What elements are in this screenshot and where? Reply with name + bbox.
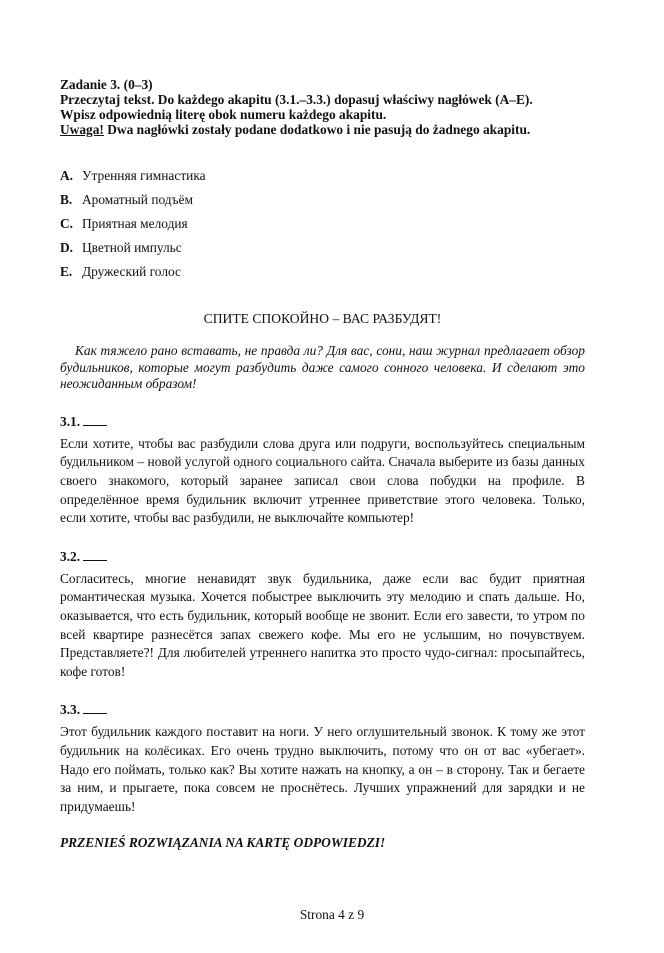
heading-option (60, 192, 585, 216)
option-text: Ароматный подъём (82, 192, 193, 207)
task-label: Zadanie 3. (0–3) (60, 77, 153, 92)
option-letter: B. (60, 192, 73, 207)
option-letter: D. (60, 240, 74, 255)
article-title: СПИТЕ СПОКОЙНО – ВАС РАЗБУДЯТ! (203, 311, 442, 326)
answer-blank[interactable] (83, 413, 107, 426)
paragraph-number-text: 3.2. (60, 548, 81, 564)
headings-list (60, 168, 585, 288)
heading-option (60, 168, 585, 192)
option-text: Приятная мелодия (82, 216, 188, 231)
paragraph-3-1 (60, 413, 585, 528)
option-letter: E. (60, 264, 73, 279)
paragraph-text: Этот будильник каждого поставит на ноги. У него оглушительный звонок. К тому же этот будильник на колёсиках. Его очень трудно выключить, потому что он от вас «убегает». Надо его поймать, только как? Вы хотите нажать на кнопку, а он – в сторону. Так и бегаете за ним, и прыгаете, пока совсем не проснётесь. Лучших упражнений для зарядки и не придумаешь! (60, 724, 585, 814)
paragraph-number (60, 413, 585, 435)
page-number: Strona 4 z 9 (299, 907, 365, 922)
answer-blank[interactable] (83, 701, 107, 714)
heading-option (60, 240, 585, 264)
paragraph-3-2 (60, 548, 585, 682)
paragraph-text: Если хотите, чтобы вас разбудили слова друга или подруги, воспользуйтесь специальным будильником – новой услугой одного социального сайта. Сначала выберите из базы данных своего знакомого, который заранее записал свои слова побудки на профиле. В определённое время будильник включит утреннее приветствие этого человека. Только, если хотите, чтобы вас разбудили, не выключайте компьютер! (60, 435, 585, 526)
article-intro: Как тяжело рано вставать, не правда ли? Для вас, сони, наш журнал предлагает обзор будильников, которые могут разбудить даже самого сонного человека. И сделают это неожиданным образом! (60, 343, 585, 392)
task-warning (60, 122, 585, 137)
exam-page (60, 77, 585, 852)
paragraph-number (60, 548, 585, 570)
task-instruction-2: Wpisz odpowiednią literę obok numeru każdego akapitu. (60, 107, 387, 122)
option-text: Дружеский голос (82, 264, 181, 279)
paragraph-text: Согласитесь, многие ненавидят звук будильника, даже если вас будит приятная романтическая музыка. Хочется побыстрее выключить эту мелодию и спать дальше. Но, оказывается, что есть будильник, который вообще не звонит. Если его завести, то утром по всей квартире разнесётся запах свежего кофе. Мы его не услышим, но почувствуем. Представляете?! Для любителей утреннего напитка это просто чудо-сигнал: просыпайтесь, кофе готов! (60, 570, 585, 679)
transfer-answers-note: PRZENIEŚ ROZWIĄZANIA NA KARTĘ ODPOWIEDZI! (60, 835, 386, 851)
option-text: Цветной импульс (82, 240, 182, 255)
heading-option (60, 264, 585, 288)
paragraph-number (60, 701, 585, 723)
warning-text: Dwa nagłówki zostały podane dodatkowo i nie pasują do żadnego akapitu. (103, 122, 531, 137)
paragraph-number-text: 3.1. (60, 413, 81, 429)
option-letter: C. (60, 216, 74, 231)
option-text: Утренняя гимнастика (82, 168, 206, 183)
paragraph-3-3 (60, 701, 585, 816)
task-block (60, 77, 585, 137)
warning-label: Uwaga! (60, 122, 104, 137)
heading-option (60, 216, 585, 240)
option-letter: A. (60, 168, 74, 183)
task-instruction-1: Przeczytaj tekst. Do każdego akapitu (3.1.–3.3.) dopasuj właściwy nagłówek (A–E). (60, 92, 533, 107)
paragraph-number-text: 3.3. (60, 702, 81, 718)
answer-blank[interactable] (83, 548, 107, 561)
